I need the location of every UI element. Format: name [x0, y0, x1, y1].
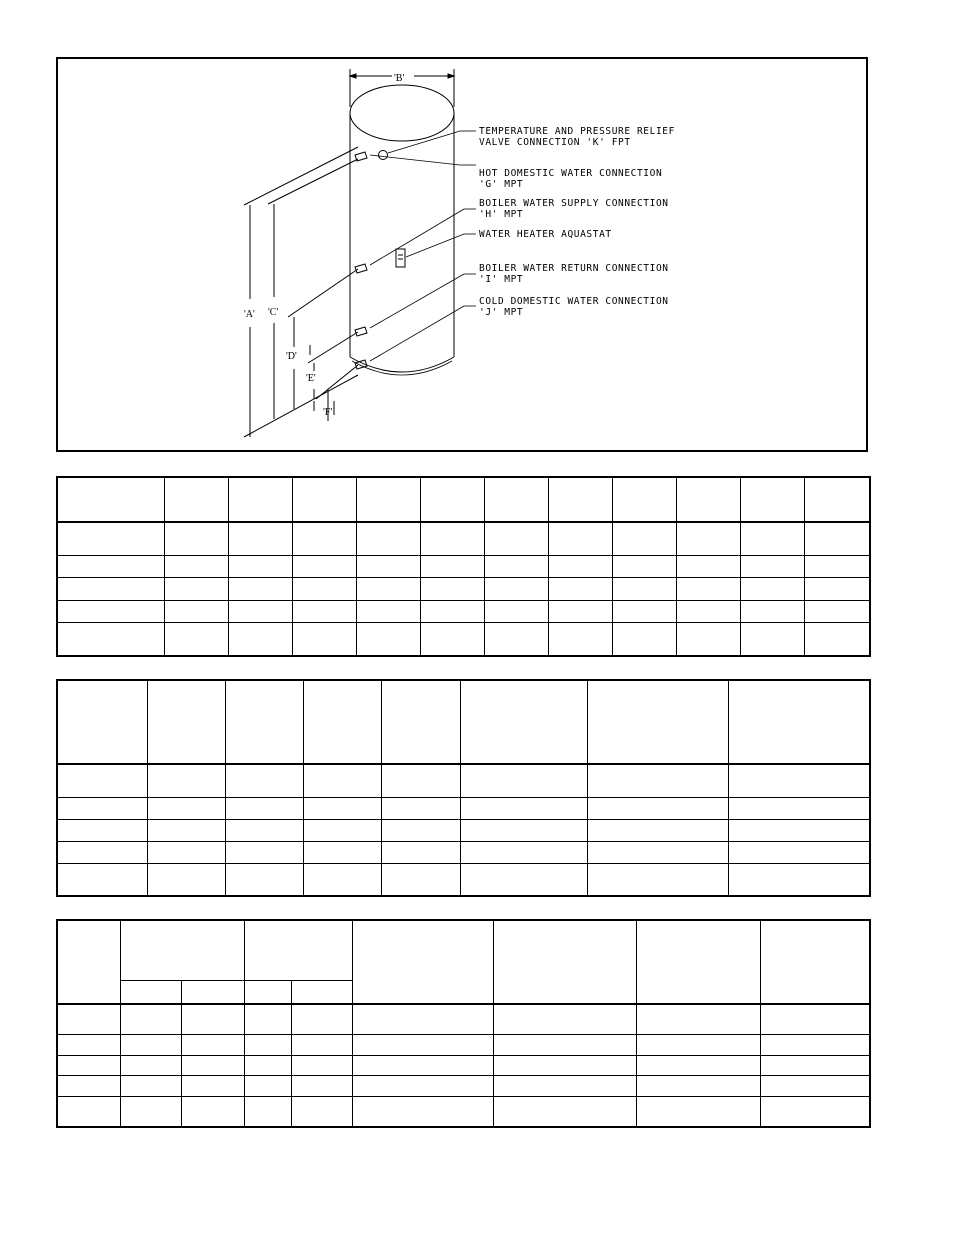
table-row [57, 819, 870, 841]
water-heater-dimension-diagram [58, 59, 870, 454]
table-row [57, 1096, 870, 1127]
table-row [57, 600, 870, 622]
callout-return-line1: BOILER WATER RETURN CONNECTION [479, 263, 669, 274]
table-row [57, 841, 870, 863]
dimensions-table [56, 476, 871, 657]
specifications-table [56, 679, 871, 897]
callout-cold-line1: COLD DOMESTIC WATER CONNECTION [479, 296, 669, 307]
label-c: 'C' [268, 307, 279, 318]
table-header-row [57, 477, 870, 522]
table-row [57, 797, 870, 819]
connection-fittings [355, 151, 405, 370]
callout-return-line2: 'I' MPT [479, 274, 524, 285]
label-e: 'E' [306, 373, 316, 384]
extension-lines [244, 147, 358, 437]
label-b: 'B' [394, 73, 405, 84]
tank-body [350, 85, 454, 375]
dimensional-diagram-frame [56, 57, 868, 452]
table-row [57, 1004, 870, 1035]
table-row [57, 1055, 870, 1076]
callout-relief-line1: TEMPERATURE AND PRESSURE RELIEF [479, 126, 675, 137]
table-row [57, 764, 870, 797]
callout-hot-line2: 'G' MPT [479, 179, 524, 190]
callout-cold-line2: 'J' MPT [479, 307, 524, 318]
label-d: 'D' [286, 351, 297, 362]
vertical-dimension-lines [250, 204, 334, 437]
table-header-row [57, 920, 870, 980]
label-a: 'A' [244, 309, 255, 320]
table-row [57, 622, 870, 656]
label-f: 'F' [323, 407, 333, 418]
performance-table [56, 919, 871, 1128]
callout-supply-line2: 'H' MPT [479, 209, 524, 220]
leader-lines [370, 131, 476, 361]
table-row [57, 1076, 870, 1097]
table-row [57, 1035, 870, 1056]
table-row [57, 578, 870, 600]
callout-supply-line1: BOILER WATER SUPPLY CONNECTION [479, 198, 669, 209]
callout-relief-line2: VALVE CONNECTION 'K' FPT [479, 137, 631, 148]
callout-aquastat: WATER HEATER AQUASTAT [479, 229, 612, 240]
table-header-row [57, 680, 870, 764]
table-row [57, 556, 870, 578]
table-row [57, 522, 870, 556]
table-row [57, 863, 870, 896]
callout-hot-line1: HOT DOMESTIC WATER CONNECTION [479, 168, 663, 179]
